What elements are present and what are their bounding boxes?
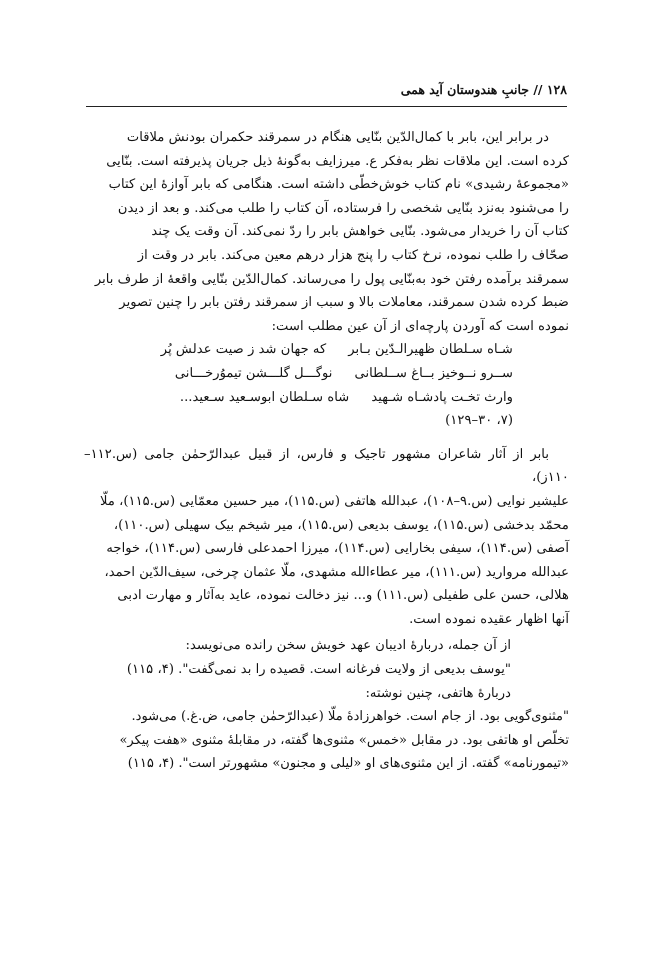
text-line: را می‌شنود به‌نزد بنّایی شخصی را فرستاده، آن کتاب را طلب می‌کند. و بعد از دیدن <box>117 200 569 216</box>
poem-verse <box>84 386 513 410</box>
quote-hatifi-line: "مثنوی‌گویی بود. از جام است. خواهرزادهٔ ملّا (عبدالرّحمٰن جامی، ض.غ.) می‌شود. <box>131 709 569 725</box>
text-line: «مجموعهٔ رشیدی» نام کتاب خوش‌خطّی داشته است. هنگامی که بابر آوازهٔ این کتاب <box>108 177 569 193</box>
quote-block <box>84 634 569 776</box>
text-line: بابر از آثار شاعران مشهور تاجیک و فارس، از قبیل عبدالرّحمٰن جامی (س.۱۱۲–۱۱۰ز)، <box>84 446 569 486</box>
text-line: در برابر این، بابر با کمال‌الدّین بنّایی هنگام در سمرقند حکمران بودنش ملاقات <box>126 130 549 145</box>
header-rule <box>86 106 567 107</box>
verse-second-half: شاه سـلطان ابوسـعید سـعید... <box>179 389 350 405</box>
poem-citation-row <box>84 409 513 433</box>
text-line: آصفی (س.۱۱۴)، سیفی بخارایی (س.۱۱۴)، میرزا احمدعلی فارسی (س.۱۱۴)، خواجه <box>106 541 569 557</box>
poem-verse <box>84 338 513 362</box>
text-line: محمّد بدخشی (س.۱۱۵)، یوسف بدیعی (س.۱۱۵)، میر شیخم بیک سهیلی (س.۱۱۰)، <box>113 517 569 533</box>
text-line: کرده است. این ملاقات نظر به‌فکر ع. میرزایف به‌گونهٔ ذیل جریان پذیرفته است. بنّایی <box>106 153 569 169</box>
verse-first-half: وارث تخـت پادشـاه شـهید <box>371 389 513 405</box>
page-number: ۱۲۸ <box>546 82 567 97</box>
verse-second-half: که جهان شد ز صیت عدلش پُر <box>160 342 327 358</box>
page-body <box>84 126 569 776</box>
poem-verse <box>84 362 513 386</box>
paragraph-2 <box>84 443 569 632</box>
text-line: صحّاف را طلب نموده، نرخ کتاب را پنج هزار درهم معین می‌کند. بابر در وقت از <box>137 247 569 263</box>
verse-second-half: نوگـــل گلـــشن تیموُرخـــانی <box>174 365 333 381</box>
text-line: آنها اظهار عقیده نموده است. <box>409 611 569 627</box>
verse-first-half: ســرو نــوخیز بــاغ ســلطانی <box>354 365 513 381</box>
poem-citation: (۷، ۳۰–۱۲۹) <box>445 413 513 429</box>
text-line: نموده است که آوردن پارچه‌ای از آن عین مطلب است: <box>271 318 569 334</box>
text-line: ضبط کرده شدن سمرقند، معاملات بالا و سبب از سمرقند رفتن بابر را چنین تصویر <box>119 295 569 311</box>
quote-hatifi-line: تخلّص او هاتفی بود. در مقابل «خمس» مثنوی‌ها گفته، در مقابلهٔ مثنوی «هفت پیکر» <box>119 732 569 748</box>
text-line: کتاب آن را خریدار می‌شود. بنّایی خواهش بابر را ردّ نمی‌کند. آن وقت یک چند <box>151 224 569 240</box>
quote-hatifi-line: «تیمورنامه» گفته. از این مثنوی‌های او «لیلی و مجنون» مشهورتر است". (۴، ۱۱۵) <box>127 756 569 772</box>
header-separator: // <box>533 82 543 97</box>
text-line: هلالی، حسن علی طفیلی (س.۱۱۱) و... نیز دخالت نموده، عاید به‌آثار و مهارت ادبی <box>117 588 569 604</box>
text-line: عبدالله مروارید (س.۱۱۱)، میر عطاءالله مشهدی، ملّا عثمان چرخی، سیف‌الدّین احمد، <box>104 564 569 580</box>
paragraph-1 <box>84 126 569 338</box>
quote-yusuf-badii: "یوسف بدیعی از ولایت فرغانه است. قصیده را بد نمی‌گفت". (۴، ۱۱۵) <box>126 662 511 678</box>
text-line: علیشیر نوایی (س.۹–۱۰۸)، عبدالله هاتفی (س.۱۱۵)، میر حسین معمّایی (س.۱۱۵)، ملّا <box>99 493 569 509</box>
running-header <box>86 78 567 102</box>
header-title: جانبِ هندوستان آید همی <box>400 82 529 97</box>
quote-intro: از آن جمله، دربارهٔ ادیبان عهد خویش سخن رانده می‌نویسد: <box>185 638 511 654</box>
text-line: سمرقند برآمده رفتن خود به‌بنّایی پول را می‌رساند. کمال‌الدّین بنّایی واقعهٔ از طرف بابر <box>94 271 569 287</box>
poem <box>84 338 569 432</box>
verse-first-half: شـاه سـلطان ظهیرالـدّین بـابر <box>348 342 513 358</box>
quote-intro-hatifi: دربارهٔ هاتفی، چنین نوشته: <box>365 685 511 701</box>
